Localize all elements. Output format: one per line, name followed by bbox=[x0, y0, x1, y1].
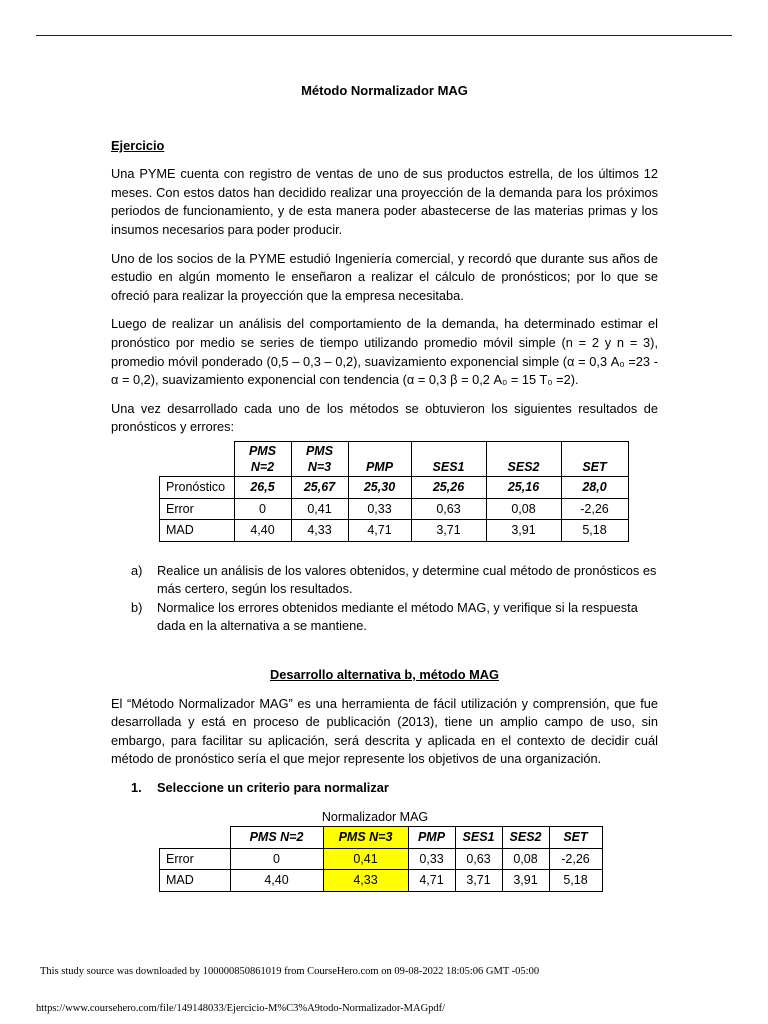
row-label: Pronóstico bbox=[160, 476, 235, 498]
table-cell: 0 bbox=[234, 498, 291, 520]
table-row bbox=[160, 476, 629, 498]
table-cell: 0 bbox=[230, 848, 323, 870]
table-cell: 0,33 bbox=[408, 848, 455, 870]
list-item bbox=[131, 562, 658, 599]
list-marker: b) bbox=[131, 599, 143, 615]
paragraph-1: Una PYME cuenta con registro de ventas de uno de sus productos estrella, de los últimos 12 meses. Con estos datos han decidido realizar una proyección de la demanda para los próximos periodos de funcionamiento, y de esta manera poder abastecerse de las materias primas y los insumos necesarios para poder producir. bbox=[111, 166, 658, 237]
question-text: Realice un análisis de los valores obtenidos, y determine cual método de pronósticos es más certero, según los resultados. bbox=[157, 562, 657, 597]
paragraph-3: Luego de realizar un análisis del comportamiento de la demanda, ha determinado estimar el pronóstico por medio se series de tiempo utilizando promedio móvil simple (n = 2 y n = 3), promedio móvil ponderado (0,5 – 0,3 – 0,2), suavizamiento exponencial simple (α = 0,3 A₀ =23 - α = 0,2), suavizamiento exponencial con tendencia (α = 0,3 β = 0,2 A₀ = 15 T₀ =2). bbox=[111, 316, 658, 388]
results-table bbox=[159, 441, 629, 542]
header-cell-highlighted: PMS N=3 bbox=[323, 827, 408, 849]
table-cell: 0,41 bbox=[291, 498, 348, 520]
header-cell: SET bbox=[561, 441, 628, 476]
row-label: Error bbox=[160, 498, 235, 520]
table-row bbox=[160, 848, 603, 870]
row-label: Error bbox=[160, 848, 231, 870]
row-label: MAD bbox=[160, 870, 231, 892]
paragraph-2: Uno de los socios de la PYME estudió Ingeniería comercial, y recordó que durante sus años de estudio en algún momento le enseñaron a realizar el cálculo de pronósticos; por lo que se ofreció para realizar la proyección que la empresa necesitaba. bbox=[111, 250, 658, 303]
table-cell-highlighted: 0,41 bbox=[323, 848, 408, 870]
table-cell: -2,26 bbox=[561, 498, 628, 520]
table-cell: 0,08 bbox=[502, 848, 549, 870]
paragraph-4: Una vez desarrollado cada uno de los métodos se obtuvieron los siguientes resultados de pronósticos y errores: bbox=[111, 400, 658, 435]
section-paragraph: El “Método Normalizador MAG” es una herramienta de fácil utilización y comprensión, que fue desarrollada y está en proceso de publicación (2013), tiene un amplio campo de uso, sin embargo, para facilitar su aplicación, será descrita y aplicada en el contexto de decidir cuál método de pronóstico sería el que mejor represente los objetivos de una organización. bbox=[111, 695, 658, 767]
table-row bbox=[160, 520, 629, 542]
mag-header-row bbox=[160, 827, 603, 849]
table-cell: 0,63 bbox=[455, 848, 502, 870]
table-cell: 25,67 bbox=[291, 476, 348, 498]
table-cell: -2,26 bbox=[549, 848, 602, 870]
table-cell: 25,26 bbox=[411, 476, 486, 498]
download-notice: This study source was downloaded by 100000850861019 from CourseHero.com on 09-08-2022 18:05:06 GMT -05:00 bbox=[40, 966, 540, 977]
table-cell: 4,71 bbox=[348, 520, 411, 542]
header-cell: SES1 bbox=[455, 827, 502, 849]
table-cell: 4,40 bbox=[234, 520, 291, 542]
table-cell: 3,91 bbox=[486, 520, 561, 542]
table-cell: 0,63 bbox=[411, 498, 486, 520]
table-caption: Normalizador MAG bbox=[321, 809, 429, 824]
table-cell: 28,0 bbox=[561, 476, 628, 498]
table-cell: 4,33 bbox=[291, 520, 348, 542]
empty-corner-cell bbox=[160, 827, 231, 849]
list-item bbox=[131, 599, 658, 636]
table-cell: 3,71 bbox=[455, 870, 502, 892]
step-item bbox=[131, 779, 658, 798]
table-row bbox=[160, 870, 603, 892]
mag-table bbox=[159, 826, 603, 892]
results-header-row bbox=[160, 441, 629, 476]
table-cell: 5,18 bbox=[561, 520, 628, 542]
source-url[interactable]: https://www.coursehero.com/file/149148033/Ejercicio-M%C3%A9todo-Normalizador-MAGpdf/ bbox=[36, 1003, 446, 1014]
step-text: Seleccione un criterio para normalizar bbox=[157, 780, 389, 796]
table-cell: 4,71 bbox=[408, 870, 455, 892]
table-cell: 5,18 bbox=[549, 870, 602, 892]
table-cell-highlighted: 4,33 bbox=[323, 870, 408, 892]
row-label: MAD bbox=[160, 520, 235, 542]
header-cell: PMP bbox=[408, 827, 455, 849]
table-cell: 0,08 bbox=[486, 498, 561, 520]
table-cell: 0,33 bbox=[348, 498, 411, 520]
table-cell: 25,30 bbox=[348, 476, 411, 498]
table-cell: 3,71 bbox=[411, 520, 486, 542]
empty-corner-cell bbox=[160, 441, 235, 476]
header-cell: SES2 bbox=[502, 827, 549, 849]
header-cell: PMS N=2 bbox=[234, 441, 291, 476]
header-cell: SES2 bbox=[486, 441, 561, 476]
exercise-heading: Ejercicio bbox=[111, 137, 165, 153]
header-cell: SET bbox=[549, 827, 602, 849]
question-text: Normalice los errores obtenidos mediante el método MAG, y verifique si la respuesta dada en la alternativa a se mantiene. bbox=[157, 599, 638, 634]
section-heading: Desarrollo alternativa b, método MAG bbox=[270, 667, 499, 683]
list-marker: a) bbox=[131, 562, 143, 578]
table-row bbox=[160, 498, 629, 520]
top-divider bbox=[36, 35, 732, 36]
question-list bbox=[131, 562, 658, 636]
header-cell: SES1 bbox=[411, 441, 486, 476]
header-cell: PMS N=3 bbox=[291, 441, 348, 476]
document-body bbox=[111, 82, 658, 892]
step-marker: 1. bbox=[131, 780, 142, 796]
header-cell: PMS N=2 bbox=[230, 827, 323, 849]
header-cell: PMP bbox=[348, 441, 411, 476]
table-cell: 4,40 bbox=[230, 870, 323, 892]
table-cell: 3,91 bbox=[502, 870, 549, 892]
table-cell: 26,5 bbox=[234, 476, 291, 498]
table-cell: 25,16 bbox=[486, 476, 561, 498]
document-title: Método Normalizador MAG bbox=[301, 83, 468, 98]
